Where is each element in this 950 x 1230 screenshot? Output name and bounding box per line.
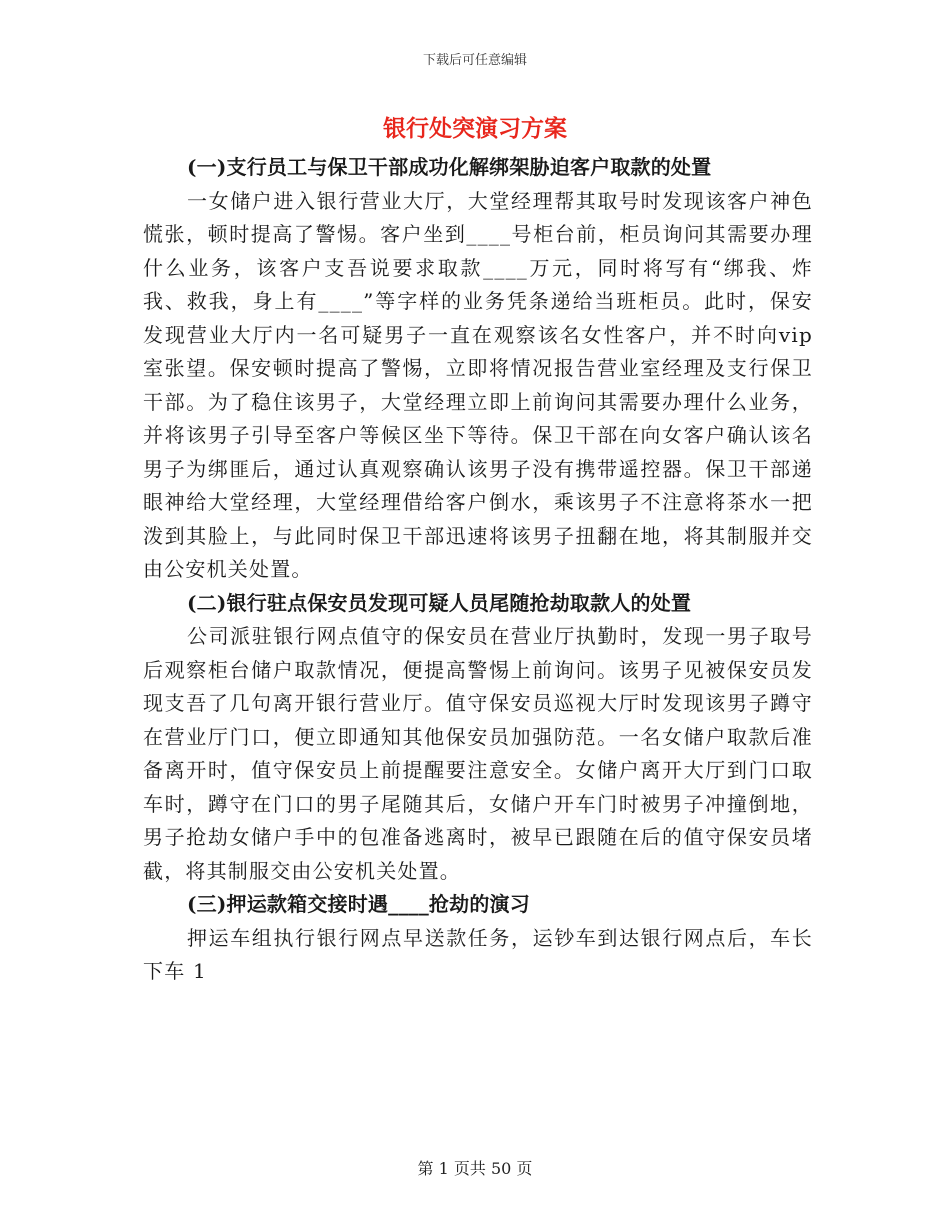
page-header: 下载后可任意编辑 — [422, 53, 527, 68]
page-number-footer: 第 1 页共 50 页 — [417, 1159, 533, 1178]
document-title: 银行处突演习方案 — [383, 115, 567, 142]
section-heading-2: (二)银行驻点保安员发现可疑人员尾随抢劫取款人的处置 — [187, 590, 692, 615]
section-paragraph-2: 公司派驻银行网点值守的保安员在营业厅执勤时，发现一男子取号后观察柜台储户取款情况，便提高警惕上前询问。该男子见被保安员发现支吾了几句离开银行营业厅。值守保安员巡视大厅时发现该男子蹲守在营业厅门口，便立即通知其他保安员加强防范。一名女储户取款后准备离开时，值守保安员上前提醒要注意安全。女储户离开大厅到门口取车时，蹲守在门口的男子尾随其后，女储户开车门时被男子冲撞倒地，男子抢劫女储户手中的包准备逃离时，被早已跟随在后的值守保安员堵截，将其制服交由公安机关处置。 — [143, 624, 813, 883]
section-heading-3: (三)押运款箱交接时遇____抢劫的演习 — [187, 892, 530, 916]
section-paragraph-1: 一女储户进入银行营业大厅，大堂经理帮其取号时发现该客户神色慌张，顿时提高了警惕。客户坐到____号柜台前，柜员询问其需要办理什么业务，该客户支吾说要求取款____万元，同时将写有“绑我、炸我、救我，身上有____”等字样的业务凭条递给当班柜员。此时，保安发现营业大厅内一名可疑男子一直在观察该名女性客户，并不时向vip室张望。保安顿时提高了警惕，立即将情况报告营业室经理及支行保卫干部。为了稳住该男子，大堂经理立即上前询问其需要办理什么业务，并将该男子引导至客户等候区坐下等待。保卫干部在向女客户确认该名男子为绑匪后，通过认真观察确认该男子没有携带遥控器。保卫干部递眼神给大堂经理，大堂经理借给客户倒水，乘该男子不注意将茶水一把泼到其脸上，与此同时保卫干部迅速将该男子扭翻在地，将其制服并交由公安机关处置。 — [143, 188, 813, 581]
section-heading-1: (一)支行员工与保卫干部成功化解绑架胁迫客户取款的处置 — [187, 155, 712, 179]
section-paragraph-3: 押运车组执行银行网点早送款任务，运钞车到达银行网点后，车长下车 1 — [143, 925, 813, 983]
document-body — [143, 151, 813, 989]
